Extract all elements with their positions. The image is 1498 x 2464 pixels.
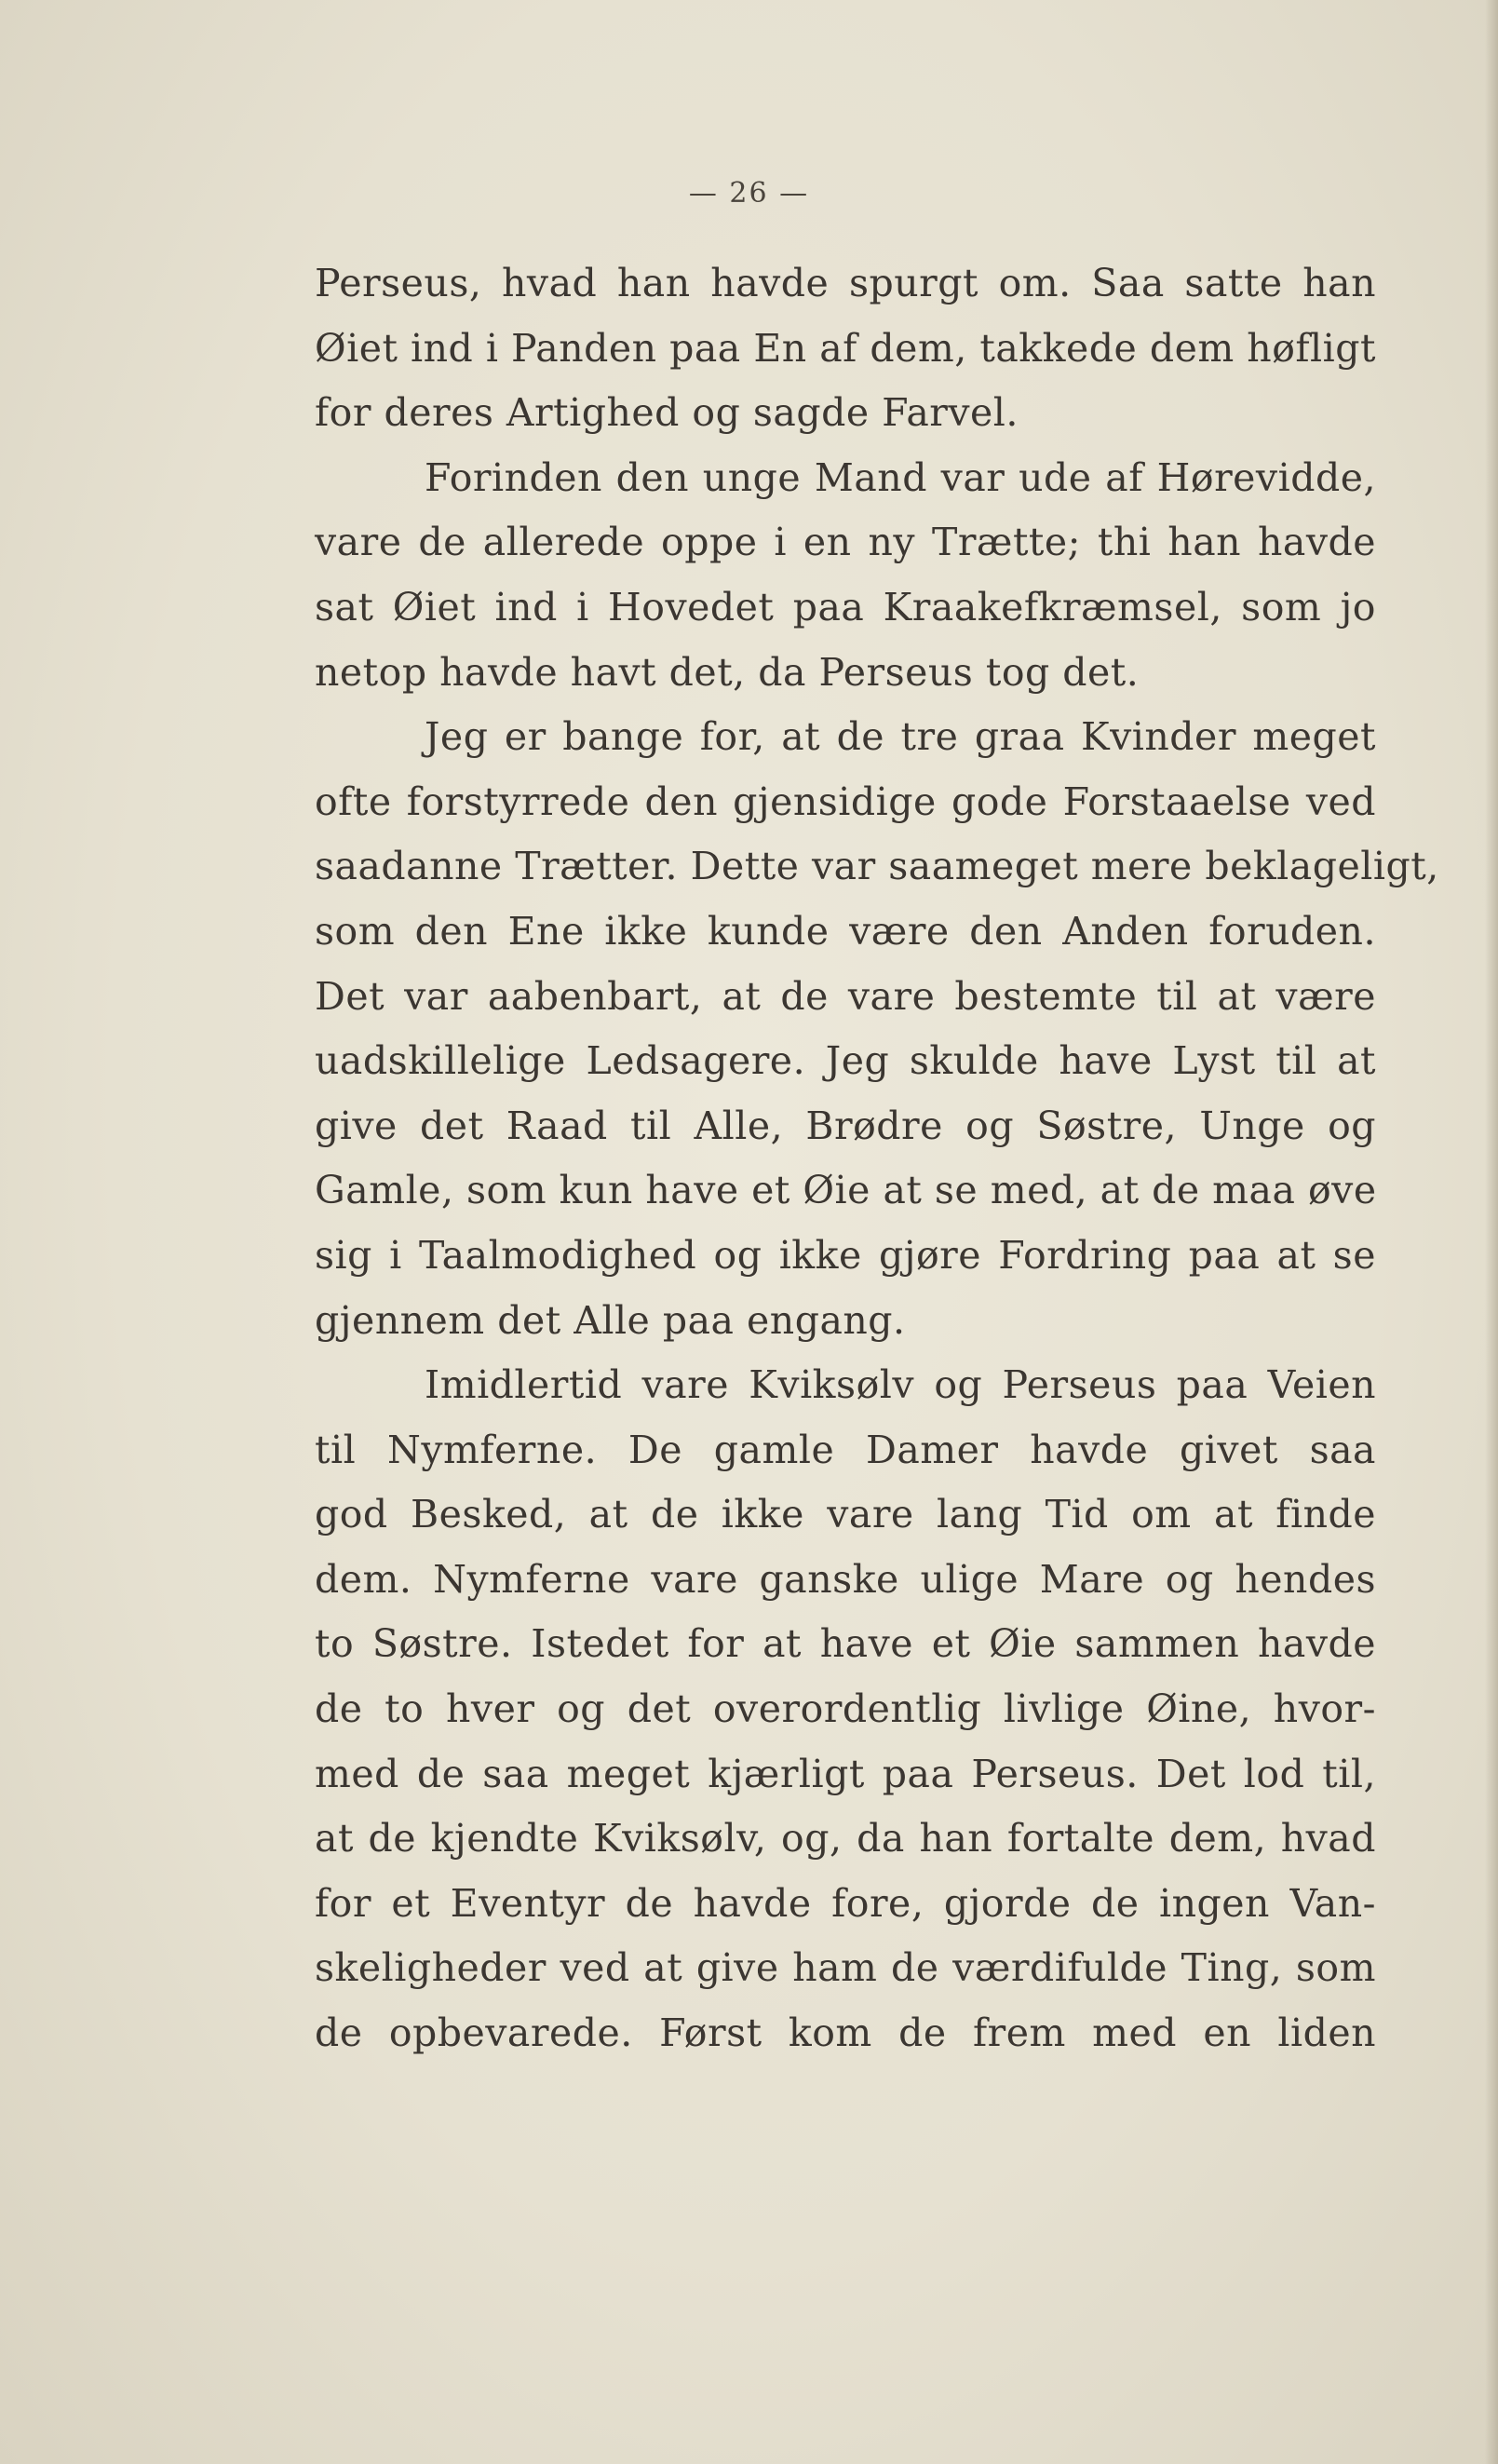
text-line: vare de allerede oppe i en ny Trætte; thi han havde <box>315 520 1376 565</box>
text-line: uadskillelige Ledsagere. Jeg skulde have Lyst til at <box>315 1038 1376 1084</box>
text-line: for deres Artighed og sagde Farvel. <box>315 390 1019 436</box>
text-line: sat Øiet ind i Hovedet paa Kraakefkræmsel, som jo <box>315 584 1376 630</box>
text-line: Gamle, som kun have et Øie at se med, at de maa øve <box>315 1168 1377 1213</box>
text-line: Det var aabenbart, at de vare bestemte til at være <box>315 973 1376 1019</box>
text-line: Øiet ind i Panden paa En af dem, takkede dem høfligt <box>315 325 1376 371</box>
text-line: Perseus, hvad han havde spurgt om. Saa satte han <box>315 261 1376 305</box>
text-line: to Søstre. Istedet for at have et Øie sammen havde <box>315 1621 1376 1667</box>
text-line: give det Raad til Alle, Brødre og Søstre, Unge og <box>315 1103 1376 1148</box>
text-line: de to hver og det overordentlig livlige Øine, hvor- <box>315 1686 1376 1732</box>
text-line: med de saa meget kjærligt paa Perseus. Det lod til, <box>315 1751 1376 1796</box>
text-line: gjennem det Alle paa engang. <box>315 1297 906 1343</box>
text-line: til Nymferne. De gamle Damer havde givet saa <box>315 1427 1376 1472</box>
text-line: at de kjendte Kviksølv, og, da han fortalte dem, hvad <box>315 1816 1376 1862</box>
text-line: dem. Nymferne vare ganske ulige Mare og hendes <box>315 1556 1376 1602</box>
text-line: Jeg er bange for, at de tre graa Kvinder meget <box>425 714 1376 760</box>
text-line: som den Ene ikke kunde være den Anden foruden. <box>315 908 1376 954</box>
text-line: Forinden den unge Mand var ude af Hørevidde, <box>425 454 1376 500</box>
body-text <box>315 251 1439 2066</box>
text-line: Imidlertid vare Kviksølv og Perseus paa Veien <box>425 1362 1376 1408</box>
text-line: god Besked, at de ikke vare lang Tid om at finde <box>315 1492 1376 1537</box>
text-line: skeligheder ved at give ham de værdifulde Ting, som <box>315 1945 1376 1991</box>
page-number: — 26 — <box>688 177 810 210</box>
text-line: for et Eventyr de havde fore, gjorde de ingen Van- <box>315 1880 1376 1926</box>
page-edge-shadow <box>1485 0 1498 2464</box>
text-line: netop havde havt det, da Perseus tog det. <box>315 649 1140 695</box>
text-line: de opbevarede. Først kom de frem med en liden <box>315 2010 1376 2056</box>
text-line: sig i Taalmodighed og ikke gjøre Fordring paa at se <box>315 1232 1376 1278</box>
text-line: saadanne Trætter. Dette var saameget mere beklageligt, <box>315 844 1439 889</box>
text-line: ofte forstyrrede den gjensidige gode Forstaaelse ved <box>315 778 1376 824</box>
